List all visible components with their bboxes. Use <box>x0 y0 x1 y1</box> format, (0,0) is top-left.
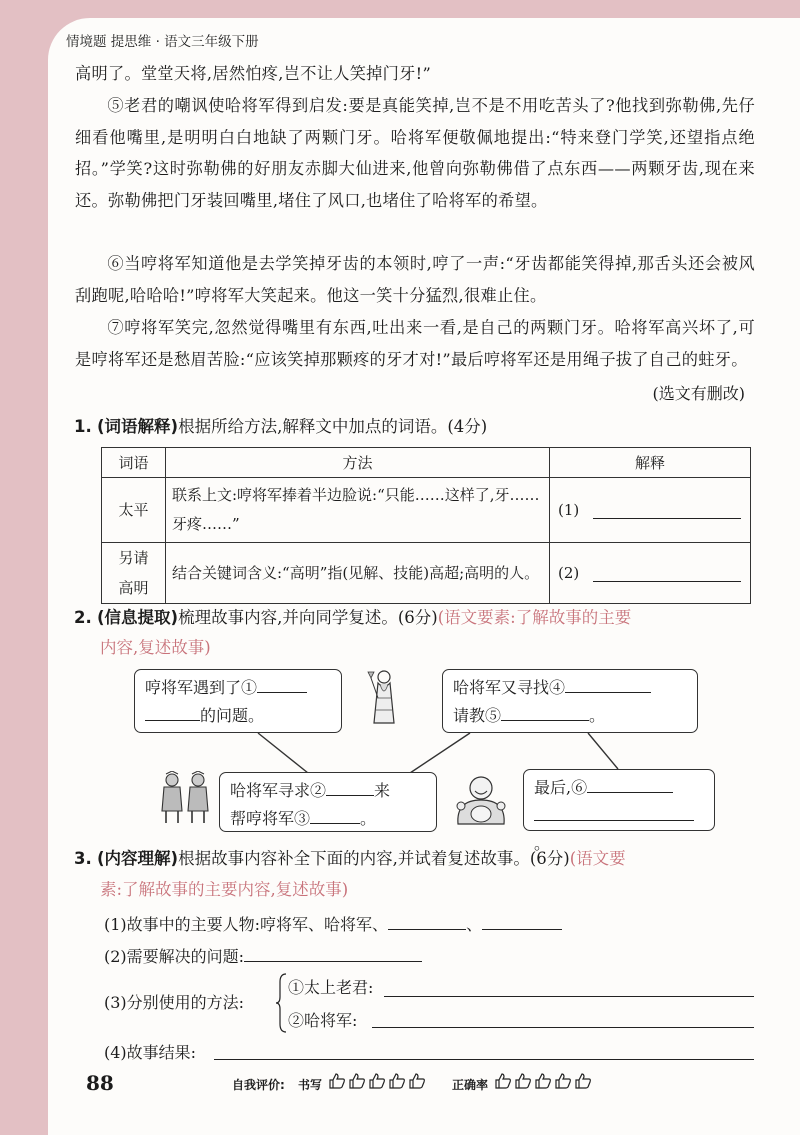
blank-6b[interactable] <box>534 803 694 821</box>
story-box-3 <box>219 772 437 832</box>
item-2-text: (2)需要解决的问题: <box>104 947 245 966</box>
blank-3[interactable] <box>310 806 360 824</box>
blank-method-ha[interactable] <box>372 1027 754 1028</box>
question-2-skill-note: (语文要素:了解故事的主要 <box>437 608 632 627</box>
item-1-text: (1)故事中的主要人物:哼将军、哈将军、 <box>104 915 389 934</box>
table-header-method: 方法 <box>166 448 550 478</box>
story-box-4-text-a: 最后,⑥ <box>534 778 588 797</box>
story-box-2-text-a: 哈将军又寻找④ <box>453 678 566 697</box>
maitreya-buddha-icon <box>452 774 510 828</box>
table-cell-method: 结合关键词含义:“高明”指(见解、技能)高超;高明的人。 <box>166 543 550 604</box>
blank-result[interactable] <box>214 1059 754 1060</box>
blank-1b[interactable] <box>145 703 200 721</box>
blank-character-2[interactable] <box>482 912 562 930</box>
story-box-4 <box>523 769 715 853</box>
story-box-3-end: 。 <box>360 809 377 828</box>
question-3-skill-note-cont: 素:了解故事的主要内容,复述故事) <box>100 880 349 899</box>
blank-1a[interactable] <box>257 675 307 693</box>
question-3-skill-note: (语文要 <box>569 849 626 868</box>
story-box-2-end: 。 <box>589 706 606 725</box>
question-3-text: 根据故事内容补全下面的内容,并试着复述故事。(6分) <box>178 849 570 868</box>
story-box-3-text-b: 帮哼将军③ <box>230 809 311 828</box>
question-3-item-4: (4)故事结果: <box>104 1043 197 1062</box>
blank-5[interactable] <box>501 703 589 721</box>
question-1-number: 1. <box>74 417 92 436</box>
story-box-1 <box>134 669 342 733</box>
question-2-skill-note-cont: 内容,复述故事) <box>100 638 211 657</box>
story-box-2-text-b: 请教⑤ <box>453 706 502 725</box>
source-note: (选文有删改) <box>652 384 745 403</box>
thumb-up-icon[interactable] <box>534 1073 552 1089</box>
question-2-text: 梳理故事内容,并向同学复述。(6分) <box>178 608 438 627</box>
thumb-up-icon[interactable] <box>554 1073 572 1089</box>
question-3-item-3: (3)分别使用的方法: <box>104 993 245 1012</box>
thumb-up-icon[interactable] <box>388 1073 406 1089</box>
table-header-answer: 解释 <box>550 448 751 478</box>
thumb-up-icon[interactable] <box>348 1073 366 1089</box>
blank-problem[interactable] <box>244 944 422 962</box>
page-number: 88 <box>86 1071 114 1095</box>
brace-icon <box>276 972 288 1034</box>
table-cell-word: 太平 <box>102 478 166 543</box>
blank-2[interactable] <box>326 778 374 796</box>
taishang-laojun-icon <box>366 668 402 728</box>
answer-label: (2) <box>558 564 580 582</box>
table-cell-word: 另请高明 <box>102 543 166 604</box>
blank-character-1[interactable] <box>388 912 466 930</box>
thumb-up-icon[interactable] <box>494 1073 512 1089</box>
blank-6a[interactable] <box>587 775 673 793</box>
passage-paragraph-5: ⑤老君的嘲讽使哈将军得到启发:要是真能笑掉,岂不是不用吃苦头了?他找到弥勒佛,先仔细看他嘴里,是明明白白地缺了两颗门牙。哈将军便敬佩地提出:“特来登门学笑,还望指点绝招。”学笑?这时弥勒佛的好朋友赤脚大仙进来,他曾向弥勒佛借了点东西——两颗牙齿,现在来还。弥勒佛把门牙装回嘴里,堵住了风口,也堵住了哈将军的希望。 <box>75 96 755 211</box>
thumb-up-icon[interactable] <box>328 1073 346 1089</box>
question-3-number: 3. <box>74 849 92 868</box>
blank-4[interactable] <box>565 675 651 693</box>
question-3-tag: (内容理解) <box>97 849 179 868</box>
two-generals-icon <box>158 771 214 825</box>
question-1-text: 根据所给方法,解释文中加点的词语。(4分) <box>178 417 488 436</box>
writing-rating[interactable] <box>328 1073 428 1089</box>
thumb-up-icon[interactable] <box>514 1073 532 1089</box>
method-ha-general: ②哈将军: <box>288 1011 358 1030</box>
running-header: 情境题 提思维 · 语文三年级下册 <box>66 34 259 50</box>
answer-label: (1) <box>558 501 580 519</box>
story-box-3-text-a-end: 来 <box>374 781 391 800</box>
question-1-tag: (词语解释) <box>97 417 179 436</box>
story-box-1-text-b: 的问题。 <box>200 706 265 725</box>
thumb-up-icon[interactable] <box>408 1073 426 1089</box>
story-box-1-text-a: 哼将军遇到了① <box>145 678 258 697</box>
passage-paragraph-6: ⑥当哼将军知道他是去学笑掉牙齿的本领时,哼了一声:“牙齿都能笑得掉,那舌头还会被风刮跑呢,哈哈哈!”哼将军大笑起来。他这一笑十分猛烈,很难止住。 <box>75 254 755 305</box>
table-cell-method: 联系上文:哼将军捧着半边脸说:“只能……这样了,牙……牙疼……” <box>166 478 550 543</box>
question-3-item-1 <box>104 912 562 935</box>
passage-paragraph-4-end: 高明了。堂堂天将,居然怕疼,岂不让人笑掉门牙!” <box>75 64 432 83</box>
accuracy-rating[interactable] <box>494 1073 594 1089</box>
thumb-up-icon[interactable] <box>368 1073 386 1089</box>
item-1-separator: 、 <box>466 915 483 934</box>
story-box-2 <box>442 669 698 733</box>
story-box-3-text-a: 哈将军寻求② <box>230 781 327 800</box>
self-eval-label: 自我评价: <box>232 1078 285 1092</box>
question-3-item-2 <box>104 944 422 967</box>
method-laojun: ①太上老君: <box>288 978 374 997</box>
story-box-4-end: 。 <box>534 834 551 853</box>
blank-method-laojun[interactable] <box>384 996 754 997</box>
table-header-word: 词语 <box>102 448 166 478</box>
question-2-number: 2. <box>74 608 92 627</box>
accuracy-label: 正确率 <box>452 1078 489 1092</box>
writing-label: 书写 <box>298 1078 323 1092</box>
thumb-up-icon[interactable] <box>574 1073 592 1089</box>
question-3 <box>74 845 626 869</box>
passage-paragraph-7: ⑦哼将军笑完,忽然觉得嘴里有东西,吐出来一看,是自己的两颗门牙。哈将军高兴坏了,可是哼将军还是愁眉苦脸:“应该笑掉那颗疼的牙才对!”最后哼将军还是用绳子拔了自己的蛀牙。 <box>75 318 755 369</box>
question-2-tag: (信息提取) <box>97 608 179 627</box>
